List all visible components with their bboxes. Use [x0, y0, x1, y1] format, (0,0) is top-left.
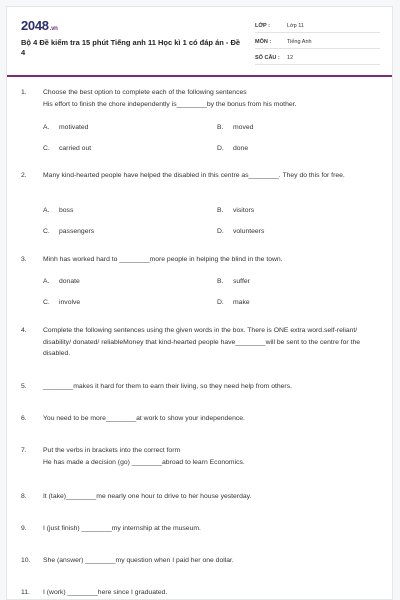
question-text: Minh has worked hard to ________more people in helping the blind in the town. — [43, 256, 283, 263]
question-2 — [21, 170, 386, 182]
option-2b[interactable]: B. visitors — [217, 207, 255, 214]
question-number: 2. — [21, 172, 27, 179]
option-3d[interactable]: D. make — [217, 299, 250, 306]
question-10 — [21, 555, 386, 567]
site-logo[interactable] — [21, 18, 58, 33]
subject-label: MÔN : — [255, 38, 272, 45]
question-11 — [21, 587, 386, 599]
subject-value: Tiếng Anh — [287, 38, 312, 45]
meta-subject-row — [255, 35, 380, 49]
question-text: She (answer) ________my question when I paid her one dollar. — [43, 557, 234, 564]
option-1a[interactable]: A. motivated — [43, 124, 89, 131]
logo-suffix: .vn — [49, 26, 58, 32]
option-1d[interactable]: D. done — [217, 145, 249, 152]
question-text: Complete the following sentences using the given words in the box. There is ONE extra word.self-reliant/ disability/ donated/ reliableMoney that kind-hearted people have________will be sent to the centre for the disabled. — [43, 327, 361, 357]
meta-info — [255, 19, 380, 67]
question-7 — [21, 445, 386, 468]
count-label: SỐ CÂU : — [255, 54, 280, 61]
question-number: 6. — [21, 415, 27, 422]
option-2c[interactable]: C. passengers — [43, 228, 95, 235]
meta-class-row — [255, 19, 380, 33]
question-text: You need to be more________at work to show your independence. — [43, 415, 245, 422]
option-2a[interactable]: A. boss — [43, 207, 74, 214]
worksheet-header — [7, 7, 392, 69]
class-value: Lớp 11 — [287, 22, 304, 29]
question-8 — [21, 491, 386, 503]
question-number: 3. — [21, 256, 27, 263]
option-2d[interactable]: D. volunteers — [217, 228, 265, 235]
question-text: I (work) ________here since I graduated. — [43, 589, 168, 596]
question-4 — [21, 325, 386, 360]
option-1c[interactable]: C. carried out — [43, 145, 92, 152]
option-3a[interactable]: A. donate — [43, 278, 80, 285]
header-divider — [7, 75, 392, 77]
option-3b[interactable]: B. suffer — [217, 278, 250, 285]
question-text: Many kind-hearted people have helped the disabled in this centre as________. They do this for free. — [43, 172, 345, 179]
class-label: LỚP : — [255, 22, 270, 29]
logo-text: 2048 — [21, 18, 49, 33]
question-number: 1. — [21, 89, 27, 96]
question-number: 11. — [21, 589, 30, 596]
page-title: Bộ 4 Đề kiểm tra 15 phút Tiếng anh 11 Học kì 1 có đáp án - Đề 4 — [21, 38, 241, 57]
question-3 — [21, 254, 386, 266]
meta-count-row — [255, 51, 380, 65]
option-1b[interactable]: B. moved — [217, 124, 254, 131]
question-text: Choose the best option to complete each of the following sentences His effort to finish the chore independently is________by the bonus from his mother. — [43, 89, 297, 108]
question-5 — [21, 381, 386, 393]
question-1 — [21, 87, 386, 110]
question-number: 5. — [21, 383, 27, 390]
option-3c[interactable]: C. involve — [43, 299, 81, 306]
question-6 — [21, 413, 386, 425]
question-number: 8. — [21, 493, 27, 500]
question-text: I (just finish) ________my internship at the museum. — [43, 525, 201, 532]
question-9 — [21, 523, 386, 535]
question-text: Put the verbs in brackets into the correct form He has made a decision (go) ________abroad to learn Economics. — [43, 447, 245, 466]
question-number: 9. — [21, 525, 27, 532]
question-number: 10. — [21, 557, 31, 564]
question-number: 7. — [21, 447, 27, 454]
count-value: 12 — [287, 54, 294, 61]
question-text: ________makes it hard for them to earn their living, so they need help from others. — [43, 383, 292, 390]
worksheet — [6, 6, 393, 600]
question-number: 4. — [21, 327, 27, 334]
question-text: It (take)________me nearly one hour to drive to her house yesterday. — [43, 493, 252, 500]
